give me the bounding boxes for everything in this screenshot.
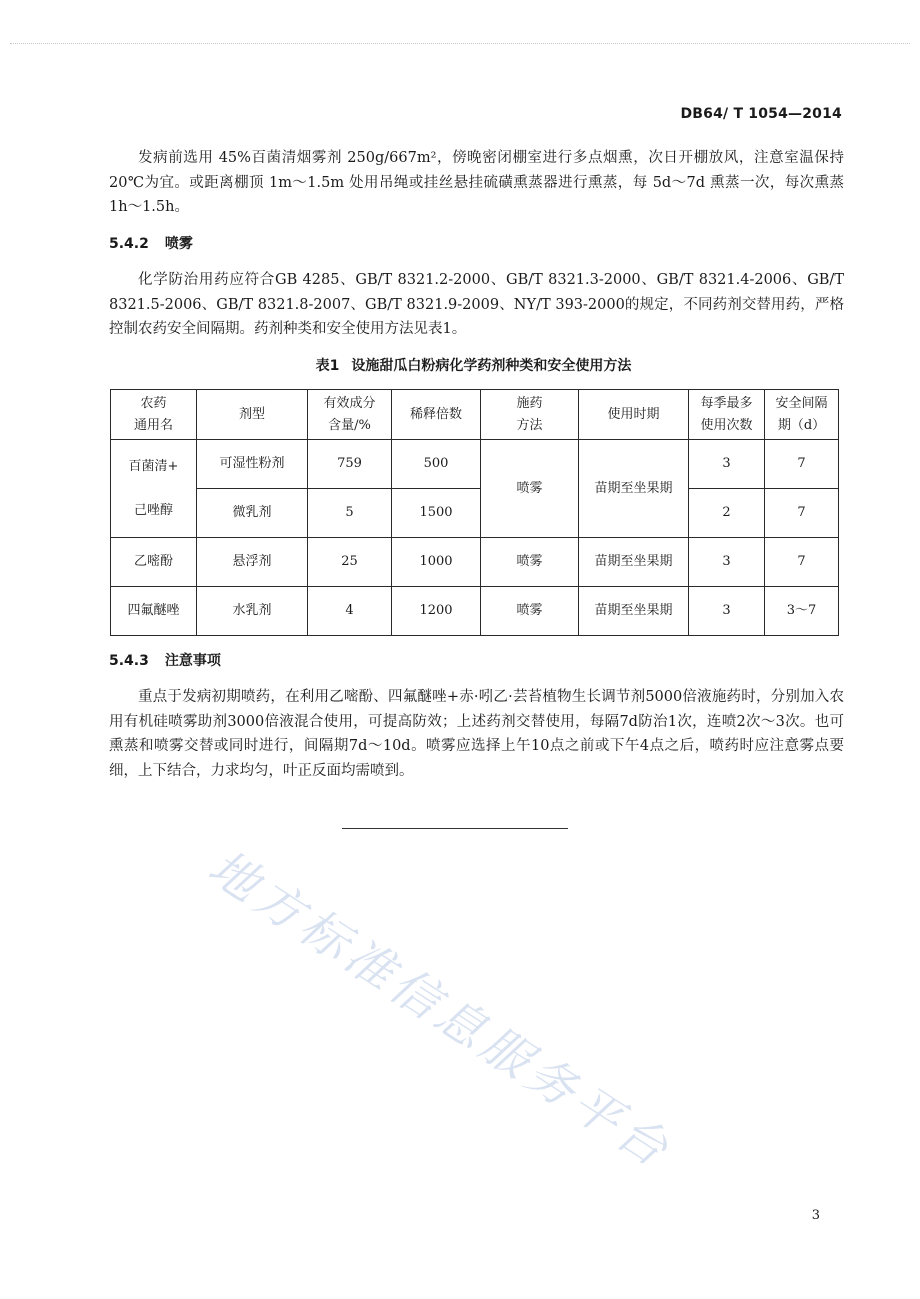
cell-max-uses: 3 bbox=[689, 440, 765, 489]
section-title: 注意事项 bbox=[164, 653, 221, 669]
cell-formulation: 悬浮剂 bbox=[197, 538, 308, 587]
page-number: 3 bbox=[811, 1208, 820, 1223]
cell-period: 苗期至坐果期 bbox=[579, 440, 689, 538]
section-heading-notes bbox=[109, 650, 221, 670]
cell-period: 苗期至坐果期 bbox=[579, 587, 689, 636]
cell-max-uses: 3 bbox=[689, 538, 765, 587]
spray-paragraph: 化学防治用药应符合GB 4285、GB/T 8321.2-2000、GB/T 8321.3-2000、GB/T 8321.4-2006、GB/T 8321.5-2006、GB/T 8321.8-2007、GB/T 8321.9-2009、NY/T 393-2000的规定，不同药剂交替用药，严格控制农药安全间隔期。药剂种类和安全使用方法见表1。 bbox=[109, 272, 844, 337]
section-number: 5.4.2 bbox=[109, 236, 149, 252]
cell-dilution: 1500 bbox=[392, 489, 481, 538]
cell-formulation: 微乳剂 bbox=[197, 489, 308, 538]
table-title: 设施甜瓜白粉病化学药剂种类和安全使用方法 bbox=[351, 358, 632, 374]
notes-paragraph: 重点于发病初期喷药，在利用乙嘧酚、四氟醚唑+赤·吲乙·芸苔植物生长调节剂5000倍液施药时，分别加入农用有机硅喷雾助剂3000倍液混合使用，可提高防效；上述药剂交替使用，每隔7d防治1次，连喷2次～3次。也可熏蒸和喷雾交替或同时进行，间隔期7d～10d。喷雾应选择上午10点之前或下午4点之后，喷药时应注意雾点要细，上下结合，力求均匀，叶正反面均需喷到。 bbox=[109, 689, 844, 779]
header-period: 使用时期 bbox=[579, 390, 689, 440]
header-max-uses: 每季最多 使用次数 bbox=[689, 390, 765, 440]
cell-formulation: 可湿性粉剂 bbox=[197, 440, 308, 489]
cell-method: 喷雾 bbox=[481, 440, 579, 538]
cell-content: 5 bbox=[308, 489, 392, 538]
section-heading-spray bbox=[109, 233, 193, 253]
cell-dilution: 1000 bbox=[392, 538, 481, 587]
cell-dilution: 500 bbox=[392, 440, 481, 489]
cell-name: 四氟醚唑 bbox=[111, 587, 197, 636]
cell-content: 759 bbox=[308, 440, 392, 489]
table-row bbox=[111, 440, 839, 489]
cell-dilution: 1200 bbox=[392, 587, 481, 636]
table-row bbox=[111, 538, 839, 587]
cell-formulation: 水乳剂 bbox=[197, 587, 308, 636]
cell-safety-interval: 3～7 bbox=[765, 587, 839, 636]
document-code: DB64/ T 1054—2014 bbox=[680, 106, 842, 122]
cell-content: 4 bbox=[308, 587, 392, 636]
watermark: 地方标准信息服务平台 bbox=[198, 839, 682, 1181]
section-number: 5.4.3 bbox=[109, 653, 149, 669]
cell-name: 百菌清+ 己唑醇 bbox=[111, 440, 197, 538]
section-title: 喷雾 bbox=[164, 236, 193, 252]
cell-max-uses: 3 bbox=[689, 587, 765, 636]
table-caption bbox=[110, 355, 837, 375]
header-dilution: 稀释倍数 bbox=[392, 390, 481, 440]
table-row bbox=[111, 587, 839, 636]
end-rule bbox=[342, 828, 568, 829]
fumigation-paragraph: 发病前选用 45%百菌清烟雾剂 250g/667m²，傍晚密闭棚室进行多点烟熏，次日开棚放风，注意室温保持 20℃为宜。或距离棚顶 1m～1.5m 处用吊绳或挂丝悬挂硫磺熏蒸器进行熏蒸，每 5d～7d 熏蒸一次，每次熏蒸 1h～1.5h。 bbox=[109, 150, 844, 215]
cell-safety-interval: 7 bbox=[765, 489, 839, 538]
cell-max-uses: 2 bbox=[689, 489, 765, 538]
cell-safety-interval: 7 bbox=[765, 538, 839, 587]
table-number: 表1 bbox=[315, 358, 340, 374]
cell-content: 25 bbox=[308, 538, 392, 587]
table-row bbox=[111, 489, 839, 538]
header-method: 施药 方法 bbox=[481, 390, 579, 440]
cell-safety-interval: 7 bbox=[765, 440, 839, 489]
header-formulation: 剂型 bbox=[197, 390, 308, 440]
pesticide-table bbox=[110, 389, 839, 636]
header-safety-interval: 安全间隔 期（d） bbox=[765, 390, 839, 440]
cell-method: 喷雾 bbox=[481, 538, 579, 587]
cell-method: 喷雾 bbox=[481, 587, 579, 636]
top-dotted-rule bbox=[10, 43, 910, 44]
cell-name: 乙嘧酚 bbox=[111, 538, 197, 587]
header-content: 有效成分 含量/% bbox=[308, 390, 392, 440]
cell-period: 苗期至坐果期 bbox=[579, 538, 689, 587]
table-header-row bbox=[111, 390, 839, 440]
header-name: 农药 通用名 bbox=[111, 390, 197, 440]
